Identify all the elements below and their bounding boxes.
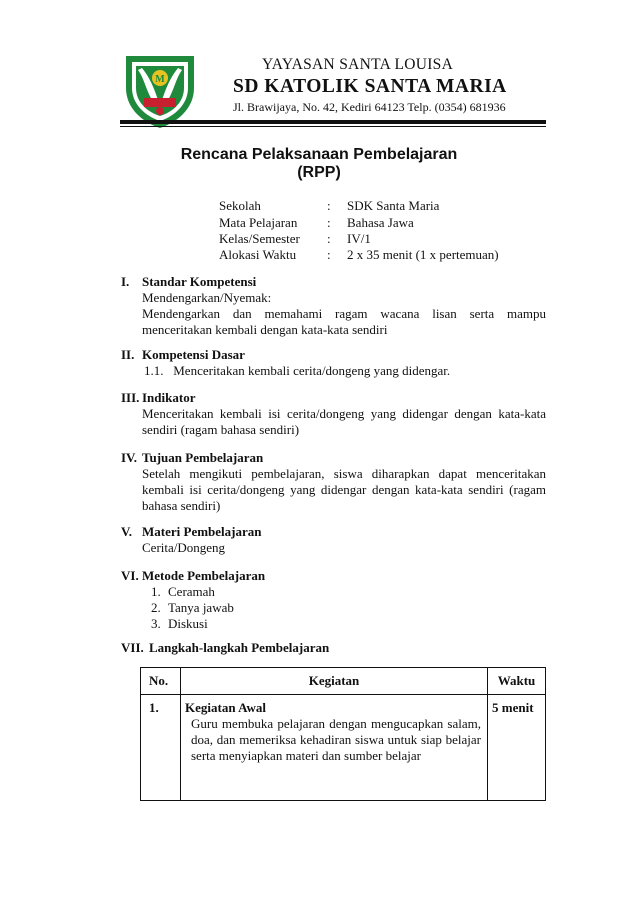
column-header-waktu: Waktu <box>488 668 546 695</box>
identity-key: Sekolah <box>219 198 261 213</box>
svg-text:M: M <box>155 74 165 85</box>
section-number: VII. <box>121 640 144 655</box>
list-item: 2. Tanya jawab <box>164 600 546 616</box>
section-text: Menceritakan kembali isi cerita/dongeng yang didengar dengan kata-kata sendiri (ragam bahasa sendiri) <box>142 406 546 437</box>
table-cell-no: 1. <box>141 695 181 801</box>
column-header-no: No. <box>141 668 181 695</box>
section-langkah-pembelajaran <box>121 640 546 656</box>
section-heading: Langkah-langkah Pembelajaran <box>149 640 330 655</box>
activity-title: Kegiatan Awal <box>185 700 267 715</box>
school-address: Jl. Brawijaya, No. 42, Kediri 64123 Telp. (0354) 681936 <box>233 100 506 114</box>
document-subtitle: (RPP) <box>297 164 341 181</box>
table-cell-kegiatan <box>181 695 488 801</box>
identity-key: Alokasi Waktu <box>219 247 297 262</box>
table-cell-waktu: 5 menit <box>488 695 546 801</box>
section-number: II. <box>121 347 135 362</box>
identity-separator: : <box>327 198 331 213</box>
section-metode-pembelajaran <box>121 568 546 632</box>
section-text: Mendengarkan dan memahami ragam wacana lisan serta mampu menceritakan kembali dengan kata-kata sendiri <box>142 306 546 337</box>
table-row <box>141 695 546 801</box>
section-standar-kompetensi <box>121 274 546 338</box>
section-heading: Standar Kompetensi <box>142 274 257 289</box>
identity-separator: : <box>327 215 331 230</box>
identity-value: 2 x 35 menit (1 x pertemuan) <box>347 247 499 262</box>
section-indikator <box>121 390 546 438</box>
school-name: SD KATOLIK SANTA MARIA <box>233 76 507 97</box>
activity-table <box>140 667 546 801</box>
identity-value: IV/1 <box>347 231 371 246</box>
list-item: 1. Ceramah <box>164 584 546 600</box>
section-materi-pembelajaran <box>121 524 546 556</box>
school-logo <box>120 50 200 130</box>
list-item: 3. Diskusi <box>164 616 546 632</box>
section-heading: Indikator <box>142 390 196 405</box>
section-heading: Kompetensi Dasar <box>142 347 245 362</box>
section-number: III. <box>121 390 140 405</box>
section-heading: Metode Pembelajaran <box>142 568 266 583</box>
identity-value: SDK Santa Maria <box>347 198 440 213</box>
identity-separator: : <box>327 247 331 262</box>
section-number: VI. <box>121 568 139 583</box>
section-text: Setelah mengikuti pembelajaran, siswa diharapkan dapat menceritakan kembali isi cerita/dongeng yang didengar dengan kata-kata sendiri (ragam bahasa sendiri) <box>142 466 546 513</box>
activity-description: Guru membuka pelajaran dengan mengucapkan salam, doa, dan memeriksa kehadiran siswa untuk siap belajar serta menyiapkan materi dan sumber belajar <box>191 716 481 763</box>
header-rule-thin <box>120 126 546 127</box>
section-number: I. <box>121 274 130 289</box>
section-heading: Materi Pembelajaran <box>142 524 262 539</box>
section-text: 1.1. Menceritakan kembali cerita/dongeng yang didengar. <box>144 363 451 378</box>
foundation-name: YAYASAN SANTA LOUISA <box>262 56 454 73</box>
document-title: Rencana Pelaksanaan Pembelajaran <box>180 146 458 163</box>
section-number: V. <box>121 524 132 539</box>
method-list <box>142 584 546 632</box>
section-heading: Tujuan Pembelajaran <box>142 450 264 465</box>
identity-key: Mata Pelajaran <box>219 215 298 230</box>
identity-value: Bahasa Jawa <box>347 215 414 230</box>
logo-heart <box>156 107 164 115</box>
section-text: Cerita/Dongeng <box>142 540 226 555</box>
identity-key: Kelas/Semester <box>219 231 300 246</box>
section-tujuan-pembelajaran <box>121 450 546 514</box>
section-number: IV. <box>121 450 138 465</box>
header-rule-thick <box>120 120 546 124</box>
section-text: Mendengarkan/Nyemak: <box>142 290 272 305</box>
table-header-row <box>141 668 546 695</box>
identity-separator: : <box>327 231 331 246</box>
column-header-kegiatan: Kegiatan <box>181 668 488 695</box>
logo-ribbon <box>144 98 176 107</box>
section-kompetensi-dasar <box>121 347 546 379</box>
